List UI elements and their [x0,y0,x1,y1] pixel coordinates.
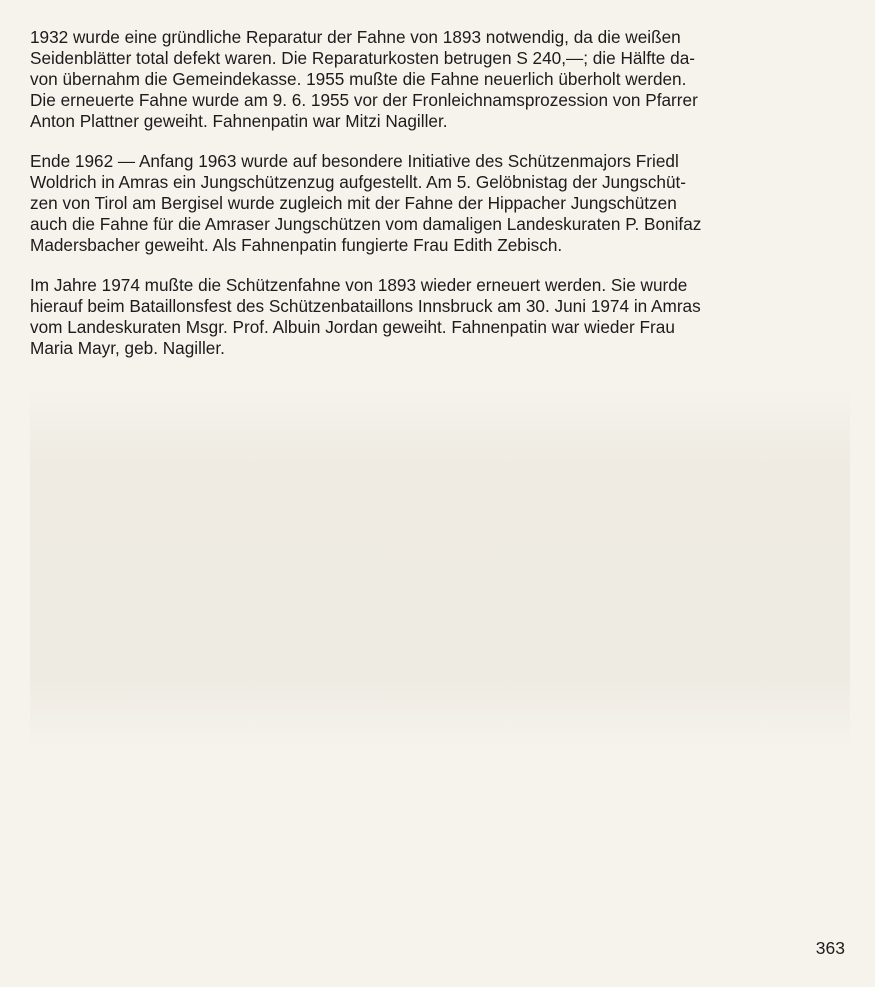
text-line: Maria Mayr, geb. Nagiller. [30,338,225,358]
text-line: von übernahm die Gemeindekasse. 1955 mußte die Fahne neuerlich überholt werden. [30,69,687,89]
paragraph-1 [30,27,847,132]
text-line: Woldrich in Amras ein Jungschützenzug aufgestellt. Am 5. Gelöbnistag der Jungschüt- [30,172,687,192]
text-line: Madersbacher geweiht. Als Fahnenpatin fungierte Frau Edith Zebisch. [30,235,563,255]
text-line: Anton Plattner geweiht. Fahnenpatin war Mitzi Nagiller. [30,111,448,131]
text-line: Ende 1962 — Anfang 1963 wurde auf besondere Initiative des Schützenmajors Friedl [30,151,679,171]
paragraph-3 [30,275,847,359]
paragraph-2 [30,151,847,256]
text-line: Im Jahre 1974 mußte die Schützenfahne von 1893 wieder erneuert werden. Sie wurde [30,275,688,295]
text-line: 1932 wurde eine gründliche Reparatur der Fahne von 1893 notwendig, da die weißen [30,27,681,47]
text-column [30,27,847,378]
text-line: Seidenblätter total defekt waren. Die Reparaturkosten betrugen S 240,—; die Hälfte da- [30,48,695,68]
text-line: vom Landeskuraten Msgr. Prof. Albuin Jordan geweiht. Fahnenpatin war wieder Frau [30,317,675,337]
page-number: 363 [815,938,845,958]
show-through-shadow [30,388,850,748]
text-line: auch die Fahne für die Amraser Jungschützen vom damaligen Landeskuraten P. Bonifaz [30,214,702,234]
text-line: hierauf beim Bataillonsfest des Schützenbataillons Innsbruck am 30. Juni 1974 in Amras [30,296,701,316]
text-line: Die erneuerte Fahne wurde am 9. 6. 1955 vor der Fronleichnamsprozession von Pfarrer [30,90,698,110]
text-line: zen von Tirol am Bergisel wurde zugleich mit der Fahne der Hippacher Jungschützen [30,193,677,213]
